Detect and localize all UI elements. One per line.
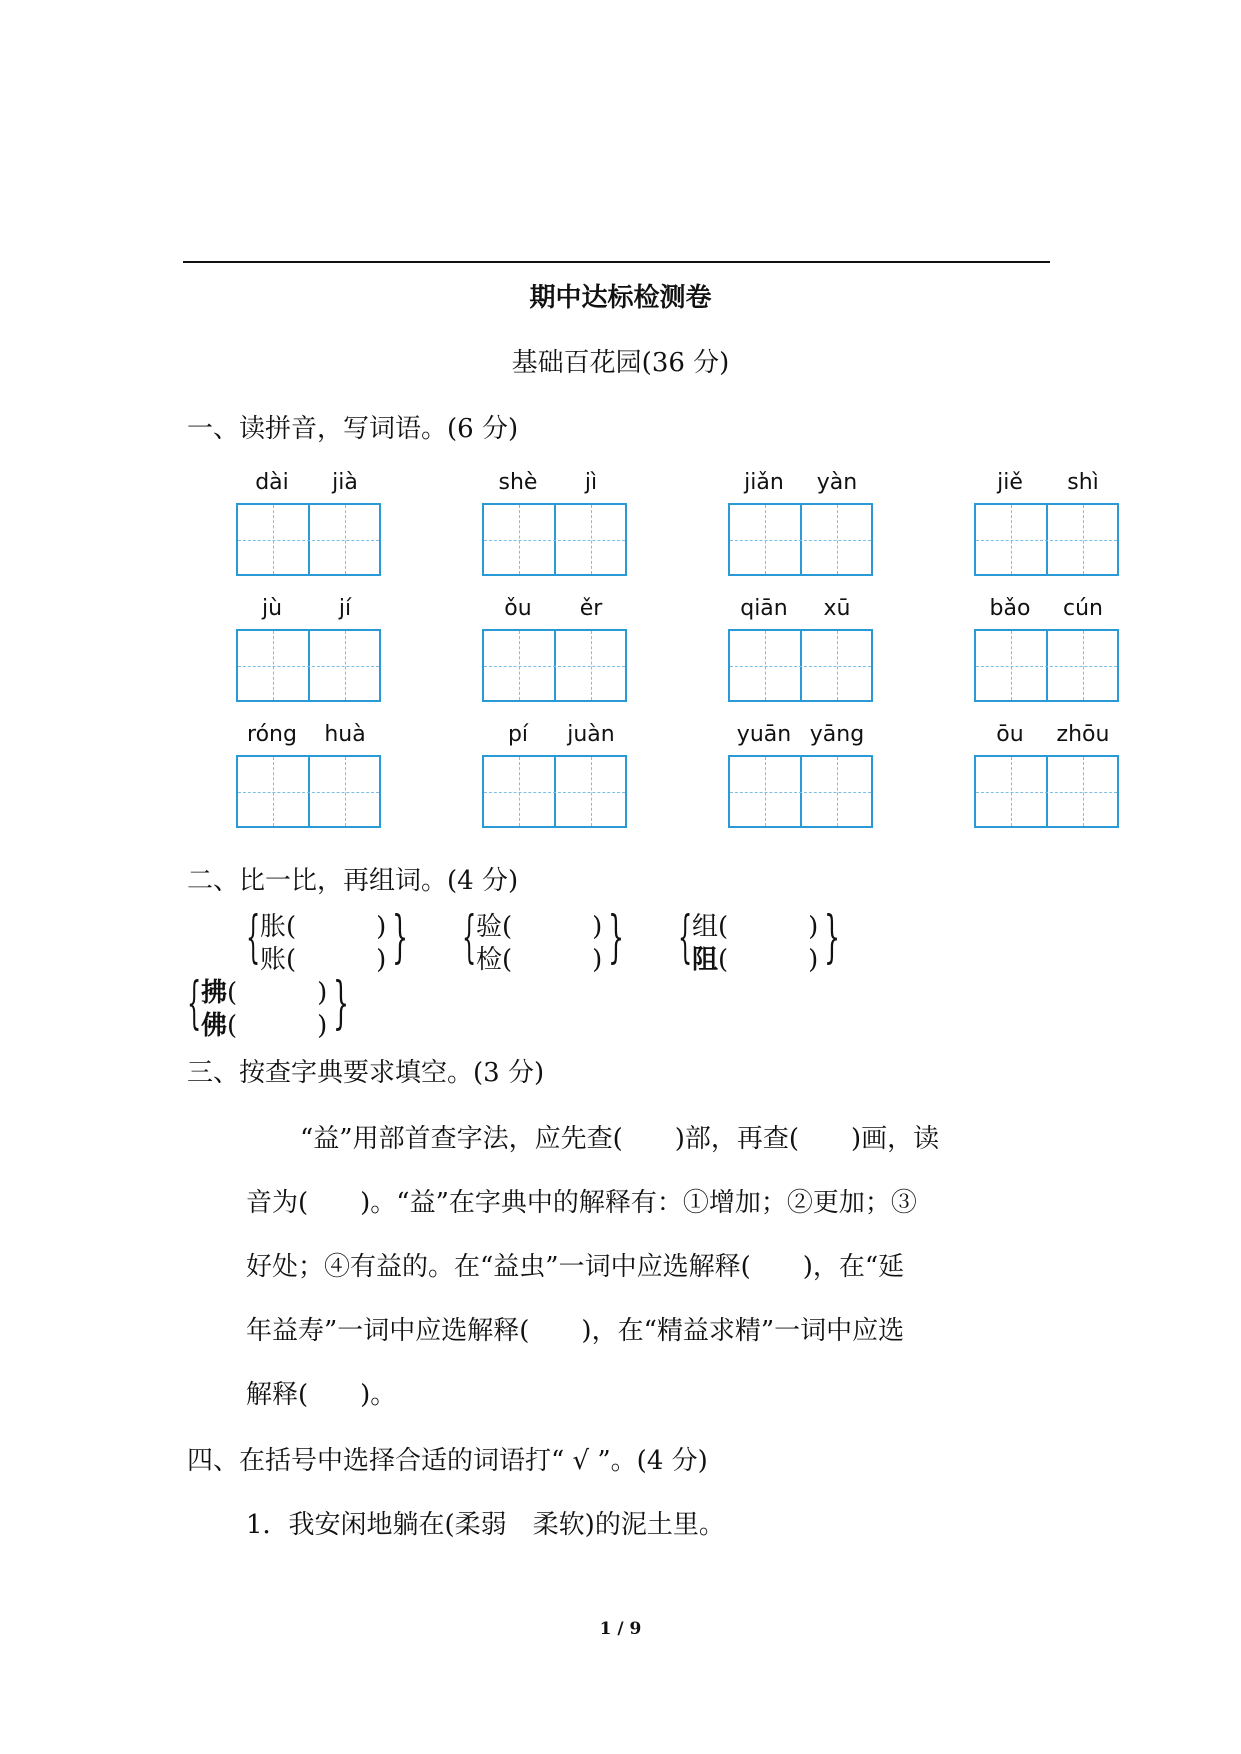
grid-guide-line [519, 757, 520, 826]
pinyin-syllable: qiān [740, 596, 788, 621]
writing-box[interactable] [236, 503, 381, 576]
pinyin-syllable: yāng [809, 722, 865, 747]
grid-guide-line [591, 631, 592, 700]
grid-guide-line [837, 757, 838, 826]
section-subtitle: 基础百花园(36 分) [511, 348, 730, 378]
grid-guide-line [765, 505, 766, 574]
pinyin-syllable: zhōu [1056, 722, 1110, 747]
writing-box[interactable] [482, 755, 627, 828]
grid-guide-line [976, 666, 1117, 667]
grid-guide-line [1011, 505, 1012, 574]
pinyin-syllable: bǎo [989, 596, 1031, 621]
pinyin-syllable: ōu [996, 722, 1024, 747]
grid-guide-line [484, 540, 625, 541]
grid-guide-line [730, 792, 871, 793]
char-b: 佛 [201, 1011, 228, 1041]
pinyin-syllable: pí [507, 722, 529, 747]
pinyin-syllable: shì [1067, 470, 1099, 495]
q3-line-4: 年益寿”一词中应选解释( )，在“精益求精”一词中应选 [246, 1316, 905, 1346]
writing-box[interactable] [728, 503, 873, 576]
pinyin-label [728, 596, 873, 626]
pinyin-syllable: jiǎn [744, 470, 784, 495]
grid-guide-line [591, 505, 592, 574]
left-brace: { [246, 905, 261, 970]
q2-heading: 二、比一比，再组词。(4 分) [187, 866, 519, 896]
q3-line-3: 好处；④有益的。在“益虫”一词中应选解释( )，在“延 [246, 1252, 905, 1282]
pinyin-syllable: dài [255, 470, 289, 495]
pinyin-syllable: jià [332, 470, 358, 495]
grid-guide-line [976, 792, 1117, 793]
pinyin-label [482, 722, 627, 752]
grid-guide-line [273, 757, 274, 826]
grid-guide-line [730, 666, 871, 667]
page-number: 1 / 9 [599, 1619, 642, 1639]
pinyin-syllable: ěr [579, 596, 603, 621]
grid-guide-line [730, 540, 871, 541]
grid-guide-line [1011, 757, 1012, 826]
grid-guide-line [238, 666, 379, 667]
pinyin-syllable: shè [498, 470, 538, 495]
left-brace: { [187, 971, 202, 1036]
grid-guide-line [484, 792, 625, 793]
pinyin-label [236, 722, 381, 752]
char-a: 胀 [260, 912, 287, 942]
pinyin-label [236, 470, 381, 500]
pinyin-syllable: yuān [736, 722, 792, 747]
grid-guide-line [837, 505, 838, 574]
q4-item-1: 1．我安闲地躺在(柔弱 柔软)的泥土里。 [246, 1510, 725, 1540]
pinyin-syllable: róng [247, 722, 297, 747]
grid-guide-line [519, 505, 520, 574]
writing-box[interactable] [482, 503, 627, 576]
grid-guide-line [837, 631, 838, 700]
right-brace: } [824, 905, 841, 970]
grid-guide-line [345, 505, 346, 574]
q3-heading: 三、按查字典要求填空。(3 分) [187, 1058, 545, 1088]
grid-guide-line [1083, 631, 1084, 700]
right-brace: } [608, 905, 625, 970]
grid-guide-line [591, 757, 592, 826]
pinyin-syllable: cún [1063, 596, 1103, 621]
pinyin-label [728, 470, 873, 500]
grid-guide-line [273, 631, 274, 700]
writing-box[interactable] [974, 629, 1119, 702]
q4-heading: 四、在括号中选择合适的词语打“ √ ”。(4 分) [187, 1446, 708, 1476]
pinyin-label [974, 470, 1119, 500]
pinyin-syllable: jù [261, 596, 283, 621]
pinyin-label [974, 722, 1119, 752]
pinyin-label [482, 596, 627, 626]
q1-heading: 一、读拼音，写词语。(6 分) [187, 414, 519, 444]
char-b: 账 [260, 945, 287, 975]
pinyin-syllable: jì [584, 470, 598, 495]
pinyin-label [482, 470, 627, 500]
char-b: 检 [476, 945, 503, 975]
grid-guide-line [273, 505, 274, 574]
grid-guide-line [238, 540, 379, 541]
right-brace: } [333, 971, 350, 1036]
pinyin-grid [0, 470, 1241, 830]
char-a: 验 [476, 912, 503, 942]
grid-guide-line [1083, 757, 1084, 826]
left-brace: { [678, 905, 693, 970]
q3-line-2: 音为( )。“益”在字典中的解释有：①增加；②更加；③ [246, 1188, 917, 1218]
writing-box[interactable] [728, 755, 873, 828]
char-a: 组 [692, 912, 719, 942]
writing-box[interactable] [236, 629, 381, 702]
grid-guide-line [976, 540, 1117, 541]
pinyin-syllable: xū [823, 596, 851, 621]
pinyin-syllable: ǒu [504, 596, 532, 621]
writing-box[interactable] [482, 629, 627, 702]
writing-box[interactable] [236, 755, 381, 828]
grid-guide-line [484, 666, 625, 667]
grid-guide-line [765, 757, 766, 826]
grid-guide-line [519, 631, 520, 700]
pinyin-syllable: huà [324, 722, 366, 747]
grid-guide-line [1011, 631, 1012, 700]
exam-page: 期中达标检测卷 基础百花园(36 分) 一、读拼音，写词语。(6 分) dài jià shè jì jiǎn yàn jiě shì jù jí ǒu ěr qiān xū bǎo cún róng huà pí juàn yuān yāng ōu zhōu 二、比一比，再组词。(4 分) { 胀( ) 账( ) } { 验( ) 检( ) } { 组( ) 阻( ) } { 拂( ) 佛( ) } 三、按查字典要求填空。(3 分) “益”用部首查字法，应先查( )部，再查( )画，读 音为( )。“益”在字典中的解释有：①增加；②更加；③ 好处；④有益的。在“益虫”一词中应选解释( )，在“延 年益寿”一词中应选解释( )，在“精益求精”一词中应选 解释( )。 四、在括号中选择合适的词语打“ √ ”。(4 分) 1．我安闲地躺在(柔弱 柔软)的泥土里。 1 / 9 [0, 0, 1241, 1754]
grid-guide-line [765, 631, 766, 700]
pinyin-syllable: jiě [997, 470, 1023, 495]
grid-guide-line [238, 792, 379, 793]
pinyin-label [236, 596, 381, 626]
pinyin-label [974, 596, 1119, 626]
pinyin-syllable: juàn [567, 722, 615, 747]
writing-box[interactable] [728, 629, 873, 702]
writing-box[interactable] [974, 503, 1119, 576]
pinyin-syllable: jí [338, 596, 352, 621]
grid-guide-line [1083, 505, 1084, 574]
grid-guide-line [345, 757, 346, 826]
q3-line-5: 解释( )。 [246, 1380, 397, 1410]
pinyin-label [728, 722, 873, 752]
grid-guide-line [345, 631, 346, 700]
pinyin-syllable: yàn [816, 470, 858, 495]
writing-box[interactable] [974, 755, 1119, 828]
header-rule [183, 261, 1050, 263]
q3-line-1: “益”用部首查字法，应先查( )部，再查( )画，读 [300, 1124, 940, 1154]
char-a: 拂 [201, 978, 228, 1008]
page-title: 期中达标检测卷 [529, 283, 712, 313]
left-brace: { [462, 905, 477, 970]
char-b: 阻 [692, 945, 719, 975]
right-brace: } [392, 905, 409, 970]
